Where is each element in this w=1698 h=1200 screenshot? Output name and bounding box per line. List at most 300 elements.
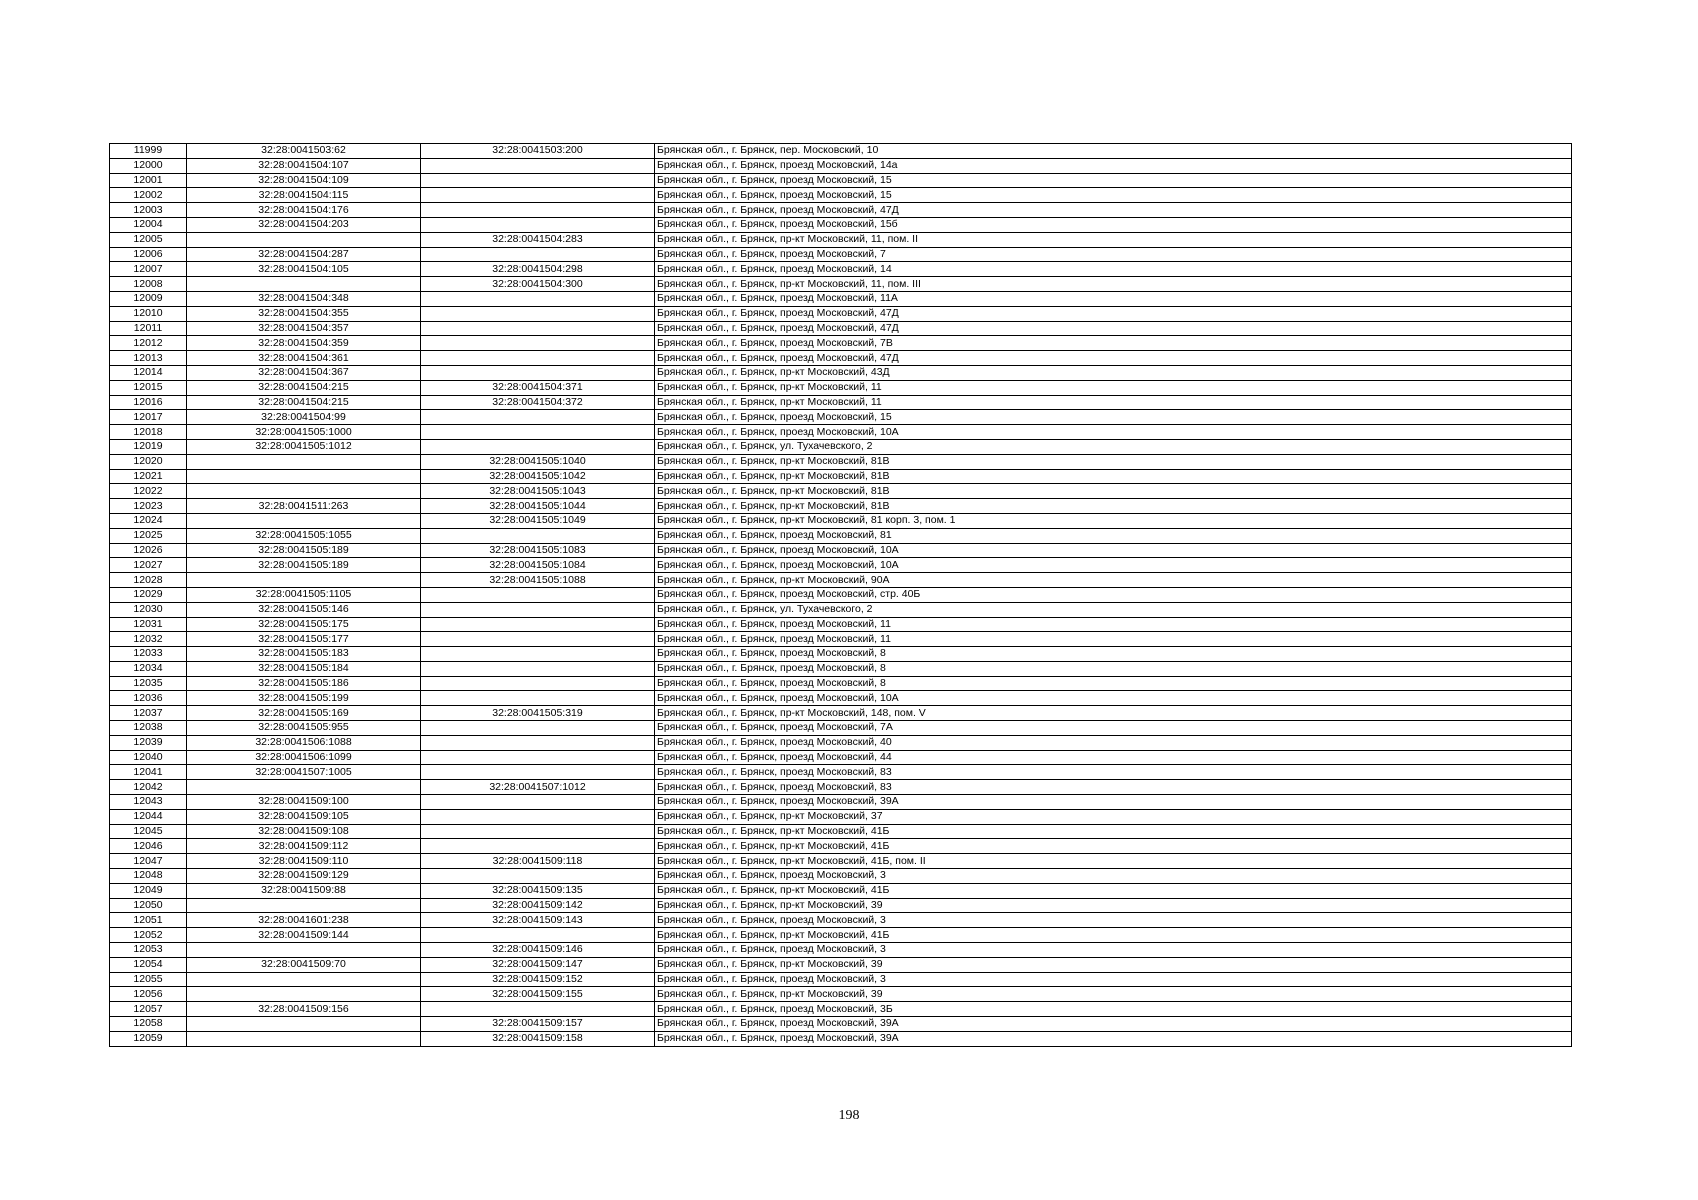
address-cell: Брянская обл., г. Брянск, пр-кт Московский, 39 <box>655 957 1572 972</box>
address-cell: Брянская обл., г. Брянск, проезд Московский, 47Д <box>655 321 1572 336</box>
cadastral-number-parcel-cell <box>187 1031 421 1046</box>
row-number-cell: 12043 <box>110 795 187 810</box>
address-cell: Брянская обл., г. Брянск, проезд Московский, 10А <box>655 425 1572 440</box>
table-row <box>110 972 1572 987</box>
page-number: 198 <box>838 1108 860 1123</box>
cadastral-number-parcel-cell: 32:28:0041505:1000 <box>187 425 421 440</box>
cadastral-number-object-cell: 32:28:0041509:143 <box>421 913 655 928</box>
row-number-cell: 12007 <box>110 262 187 277</box>
cadastral-number-object-cell: 32:28:0041505:319 <box>421 706 655 721</box>
cadastral-number-parcel-cell: 32:28:0041509:105 <box>187 809 421 824</box>
address-cell: Брянская обл., г. Брянск, проезд Московский, 3 <box>655 972 1572 987</box>
cadastral-number-parcel-cell: 32:28:0041509:70 <box>187 957 421 972</box>
address-cell: Брянская обл., г. Брянск, пр-кт Московский, 81В <box>655 454 1572 469</box>
cadastral-number-parcel-cell: 32:28:0041504:203 <box>187 217 421 232</box>
cadastral-number-object-cell: 32:28:0041509:147 <box>421 957 655 972</box>
cadastral-number-object-cell <box>421 928 655 943</box>
address-cell: Брянская обл., г. Брянск, проезд Московский, 47Д <box>655 203 1572 218</box>
table-row <box>110 854 1572 869</box>
table-row <box>110 676 1572 691</box>
cadastral-number-object-cell <box>421 765 655 780</box>
cadastral-number-object-cell: 32:28:0041504:371 <box>421 380 655 395</box>
table-row <box>110 957 1572 972</box>
cadastral-number-parcel-cell: 32:28:0041504:215 <box>187 380 421 395</box>
row-number-cell: 12033 <box>110 647 187 662</box>
cadastral-number-parcel-cell: 32:28:0041504:357 <box>187 321 421 336</box>
cadastral-number-object-cell <box>421 676 655 691</box>
cadastral-number-object-cell: 32:28:0041505:1083 <box>421 543 655 558</box>
row-number-cell: 12019 <box>110 439 187 454</box>
table-row <box>110 691 1572 706</box>
cadastral-number-object-cell <box>421 158 655 173</box>
table-row <box>110 439 1572 454</box>
row-number-cell: 12059 <box>110 1031 187 1046</box>
cadastral-number-object-cell <box>421 247 655 262</box>
row-number-cell: 11999 <box>110 144 187 159</box>
address-cell: Брянская обл., г. Брянск, пр-кт Московский, 81В <box>655 469 1572 484</box>
address-cell: Брянская обл., г. Брянск, проезд Московский, 83 <box>655 765 1572 780</box>
cadastral-number-object-cell: 32:28:0041504:300 <box>421 277 655 292</box>
cadastral-number-object-cell <box>421 735 655 750</box>
table-row <box>110 380 1572 395</box>
address-cell: Брянская обл., г. Брянск, проезд Московский, 10А <box>655 558 1572 573</box>
cadastral-number-object-cell: 32:28:0041509:118 <box>421 854 655 869</box>
address-cell: Брянская обл., г. Брянск, пр-кт Московский, 37 <box>655 809 1572 824</box>
address-cell: Брянская обл., г. Брянск, проезд Московский, 3 <box>655 913 1572 928</box>
table-row <box>110 277 1572 292</box>
address-cell: Брянская обл., г. Брянск, проезд Московский, 39А <box>655 1031 1572 1046</box>
cadastral-number-parcel-cell <box>187 898 421 913</box>
address-cell: Брянская обл., г. Брянск, пр-кт Московский, 41Б, пом. II <box>655 854 1572 869</box>
address-cell: Брянская обл., г. Брянск, проезд Московский, 47Д <box>655 351 1572 366</box>
row-number-cell: 12013 <box>110 351 187 366</box>
cadastral-number-parcel-cell: 32:28:0041504:348 <box>187 291 421 306</box>
cadastral-number-object-cell: 32:28:0041509:135 <box>421 883 655 898</box>
row-number-cell: 12041 <box>110 765 187 780</box>
cadastral-number-object-cell: 32:28:0041503:200 <box>421 144 655 159</box>
cadastral-number-parcel-cell: 32:28:0041511:263 <box>187 499 421 514</box>
cadastral-number-parcel-cell: 32:28:0041504:367 <box>187 365 421 380</box>
cadastral-number-object-cell <box>421 647 655 662</box>
address-cell: Брянская обл., г. Брянск, проезд Московский, 15 <box>655 410 1572 425</box>
address-cell: Брянская обл., г. Брянск, проезд Московский, 7А <box>655 721 1572 736</box>
table-row <box>110 499 1572 514</box>
address-cell: Брянская обл., г. Брянск, проезд Московский, 8 <box>655 676 1572 691</box>
cadastral-number-parcel-cell <box>187 277 421 292</box>
address-cell: Брянская обл., г. Брянск, пр-кт Московский, 81 корп. 3, пом. 1 <box>655 513 1572 528</box>
table-row <box>110 217 1572 232</box>
table-row <box>110 928 1572 943</box>
table-row <box>110 913 1572 928</box>
row-number-cell: 12054 <box>110 957 187 972</box>
address-cell: Брянская обл., г. Брянск, пр-кт Московский, 41Б <box>655 928 1572 943</box>
address-cell: Брянская обл., г. Брянск, пр-кт Московский, 39 <box>655 898 1572 913</box>
row-number-cell: 12057 <box>110 1002 187 1017</box>
address-cell: Брянская обл., г. Брянск, пр-кт Московский, 41Б <box>655 824 1572 839</box>
address-cell: Брянская обл., г. Брянск, пр-кт Московский, 41Б <box>655 839 1572 854</box>
address-cell: Брянская обл., г. Брянск, ул. Тухачевского, 2 <box>655 439 1572 454</box>
cadastral-number-parcel-cell: 32:28:0041509:100 <box>187 795 421 810</box>
cadastral-number-parcel-cell <box>187 573 421 588</box>
table-row <box>110 661 1572 676</box>
cadastral-number-object-cell <box>421 691 655 706</box>
row-number-cell: 12022 <box>110 484 187 499</box>
cadastral-number-object-cell <box>421 217 655 232</box>
cadastral-number-object-cell: 32:28:0041505:1088 <box>421 573 655 588</box>
row-number-cell: 12008 <box>110 277 187 292</box>
cadastral-number-object-cell <box>421 528 655 543</box>
row-number-cell: 12048 <box>110 869 187 884</box>
registry-table <box>109 143 1572 1047</box>
row-number-cell: 12029 <box>110 587 187 602</box>
table-row <box>110 484 1572 499</box>
row-number-cell: 12036 <box>110 691 187 706</box>
table-row <box>110 262 1572 277</box>
row-number-cell: 12011 <box>110 321 187 336</box>
address-cell: Брянская обл., г. Брянск, проезд Московский, 10А <box>655 691 1572 706</box>
table-row <box>110 795 1572 810</box>
cadastral-number-object-cell: 32:28:0041505:1042 <box>421 469 655 484</box>
table-row <box>110 247 1572 262</box>
cadastral-number-parcel-cell: 32:28:0041504:107 <box>187 158 421 173</box>
table-row <box>110 469 1572 484</box>
address-cell: Брянская обл., г. Брянск, проезд Московский, 40 <box>655 735 1572 750</box>
cadastral-number-object-cell <box>421 809 655 824</box>
table-row <box>110 869 1572 884</box>
row-number-cell: 12044 <box>110 809 187 824</box>
table-row <box>110 587 1572 602</box>
address-cell: Брянская обл., г. Брянск, пр-кт Московский, 11 <box>655 380 1572 395</box>
cadastral-number-object-cell: 32:28:0041505:1084 <box>421 558 655 573</box>
cadastral-number-parcel-cell: 32:28:0041509:110 <box>187 854 421 869</box>
table-row <box>110 647 1572 662</box>
table-row <box>110 898 1572 913</box>
cadastral-number-parcel-cell <box>187 972 421 987</box>
cadastral-number-object-cell: 32:28:0041505:1049 <box>421 513 655 528</box>
cadastral-number-object-cell <box>421 173 655 188</box>
cadastral-number-object-cell <box>421 425 655 440</box>
address-cell: Брянская обл., г. Брянск, проезд Московский, 11А <box>655 291 1572 306</box>
cadastral-number-parcel-cell: 32:28:0041505:199 <box>187 691 421 706</box>
cadastral-number-object-cell <box>421 203 655 218</box>
row-number-cell: 12053 <box>110 943 187 958</box>
address-cell: Брянская обл., г. Брянск, пр-кт Московский, 11, пом. III <box>655 277 1572 292</box>
address-cell: Брянская обл., г. Брянск, проезд Московский, 47Д <box>655 306 1572 321</box>
row-number-cell: 12046 <box>110 839 187 854</box>
table-row <box>110 291 1572 306</box>
cadastral-number-parcel-cell: 32:28:0041504:287 <box>187 247 421 262</box>
cadastral-number-object-cell: 32:28:0041509:158 <box>421 1031 655 1046</box>
cadastral-number-object-cell: 32:28:0041505:1043 <box>421 484 655 499</box>
cadastral-number-parcel-cell: 32:28:0041504:176 <box>187 203 421 218</box>
row-number-cell: 12028 <box>110 573 187 588</box>
address-cell: Брянская обл., г. Брянск, пер. Московский, 10 <box>655 144 1572 159</box>
row-number-cell: 12045 <box>110 824 187 839</box>
cadastral-number-parcel-cell: 32:28:0041601:238 <box>187 913 421 928</box>
table-row <box>110 1002 1572 1017</box>
cadastral-number-parcel-cell <box>187 454 421 469</box>
row-number-cell: 12031 <box>110 617 187 632</box>
address-cell: Брянская обл., г. Брянск, проезд Московский, 83 <box>655 780 1572 795</box>
cadastral-number-parcel-cell: 32:28:0041505:169 <box>187 706 421 721</box>
table-row <box>110 395 1572 410</box>
address-cell: Брянская обл., г. Брянск, проезд Московский, 11 <box>655 632 1572 647</box>
cadastral-number-object-cell: 32:28:0041504:372 <box>421 395 655 410</box>
cadastral-number-parcel-cell: 32:28:0041507:1005 <box>187 765 421 780</box>
row-number-cell: 12034 <box>110 661 187 676</box>
address-cell: Брянская обл., г. Брянск, проезд Московский, стр. 40Б <box>655 587 1572 602</box>
row-number-cell: 12049 <box>110 883 187 898</box>
table-row <box>110 573 1572 588</box>
cadastral-number-object-cell <box>421 587 655 602</box>
table-row <box>110 1031 1572 1046</box>
address-cell: Брянская обл., г. Брянск, пр-кт Московский, 11, пом. II <box>655 232 1572 247</box>
address-cell: Брянская обл., г. Брянск, пр-кт Московский, 148, пом. V <box>655 706 1572 721</box>
row-number-cell: 12003 <box>110 203 187 218</box>
cadastral-number-object-cell: 32:28:0041509:155 <box>421 987 655 1002</box>
address-cell: Брянская обл., г. Брянск, проезд Московский, 14а <box>655 158 1572 173</box>
cadastral-number-object-cell <box>421 839 655 854</box>
table-row <box>110 706 1572 721</box>
cadastral-number-parcel-cell: 32:28:0041505:1012 <box>187 439 421 454</box>
cadastral-number-parcel-cell: 32:28:0041504:355 <box>187 306 421 321</box>
cadastral-number-object-cell: 32:28:0041505:1040 <box>421 454 655 469</box>
address-cell: Брянская обл., г. Брянск, пр-кт Московский, 11 <box>655 395 1572 410</box>
table-row <box>110 232 1572 247</box>
address-cell: Брянская обл., г. Брянск, проезд Московский, 15 <box>655 188 1572 203</box>
table-row <box>110 306 1572 321</box>
table-row <box>110 809 1572 824</box>
cadastral-number-parcel-cell: 32:28:0041505:183 <box>187 647 421 662</box>
cadastral-number-parcel-cell: 32:28:0041505:184 <box>187 661 421 676</box>
cadastral-number-object-cell <box>421 721 655 736</box>
address-cell: Брянская обл., г. Брянск, проезд Московский, 44 <box>655 750 1572 765</box>
cadastral-number-parcel-cell: 32:28:0041505:1105 <box>187 587 421 602</box>
table-row <box>110 454 1572 469</box>
cadastral-number-parcel-cell <box>187 780 421 795</box>
row-number-cell: 12001 <box>110 173 187 188</box>
cadastral-number-parcel-cell: 32:28:0041509:129 <box>187 869 421 884</box>
address-cell: Брянская обл., г. Брянск, пр-кт Московский, 81В <box>655 484 1572 499</box>
row-number-cell: 12051 <box>110 913 187 928</box>
cadastral-number-parcel-cell: 32:28:0041509:156 <box>187 1002 421 1017</box>
table-row <box>110 144 1572 159</box>
cadastral-number-parcel-cell: 32:28:0041505:146 <box>187 602 421 617</box>
table-row <box>110 632 1572 647</box>
cadastral-number-parcel-cell: 32:28:0041509:88 <box>187 883 421 898</box>
address-cell: Брянская обл., г. Брянск, проезд Московский, 10А <box>655 543 1572 558</box>
row-number-cell: 12042 <box>110 780 187 795</box>
cadastral-number-object-cell <box>421 750 655 765</box>
row-number-cell: 12025 <box>110 528 187 543</box>
table-row <box>110 336 1572 351</box>
address-cell: Брянская обл., г. Брянск, пр-кт Московский, 90А <box>655 573 1572 588</box>
cadastral-number-parcel-cell <box>187 1017 421 1032</box>
cadastral-number-object-cell <box>421 306 655 321</box>
cadastral-number-parcel-cell: 32:28:0041504:115 <box>187 188 421 203</box>
row-number-cell: 12055 <box>110 972 187 987</box>
row-number-cell: 12004 <box>110 217 187 232</box>
cadastral-number-object-cell <box>421 188 655 203</box>
table-row <box>110 365 1572 380</box>
row-number-cell: 12000 <box>110 158 187 173</box>
cadastral-number-object-cell <box>421 824 655 839</box>
address-cell: Брянская обл., г. Брянск, проезд Московский, 39А <box>655 1017 1572 1032</box>
cadastral-number-parcel-cell: 32:28:0041504:361 <box>187 351 421 366</box>
cadastral-number-object-cell <box>421 365 655 380</box>
address-cell: Брянская обл., г. Брянск, ул. Тухачевского, 2 <box>655 602 1572 617</box>
cadastral-number-object-cell: 32:28:0041505:1044 <box>421 499 655 514</box>
address-cell: Брянская обл., г. Брянск, проезд Московский, 8 <box>655 647 1572 662</box>
table-row <box>110 765 1572 780</box>
row-number-cell: 12017 <box>110 410 187 425</box>
row-number-cell: 12005 <box>110 232 187 247</box>
table-row <box>110 528 1572 543</box>
table-row <box>110 188 1572 203</box>
address-cell: Брянская обл., г. Брянск, проезд Московский, 11 <box>655 617 1572 632</box>
cadastral-number-parcel-cell: 32:28:0041509:112 <box>187 839 421 854</box>
row-number-cell: 12027 <box>110 558 187 573</box>
row-number-cell: 12047 <box>110 854 187 869</box>
cadastral-number-object-cell <box>421 321 655 336</box>
table-row <box>110 410 1572 425</box>
table-row <box>110 943 1572 958</box>
cadastral-number-object-cell <box>421 795 655 810</box>
cadastral-number-parcel-cell: 32:28:0041505:177 <box>187 632 421 647</box>
cadastral-number-object-cell: 32:28:0041509:142 <box>421 898 655 913</box>
row-number-cell: 12010 <box>110 306 187 321</box>
table-row <box>110 158 1572 173</box>
address-cell: Брянская обл., г. Брянск, пр-кт Московский, 39 <box>655 987 1572 1002</box>
row-number-cell: 12006 <box>110 247 187 262</box>
address-cell: Брянская обл., г. Брянск, проезд Московский, 3 <box>655 943 1572 958</box>
row-number-cell: 12024 <box>110 513 187 528</box>
row-number-cell: 12032 <box>110 632 187 647</box>
row-number-cell: 12058 <box>110 1017 187 1032</box>
table-row <box>110 780 1572 795</box>
address-cell: Брянская обл., г. Брянск, пр-кт Московский, 43Д <box>655 365 1572 380</box>
cadastral-number-object-cell: 32:28:0041509:152 <box>421 972 655 987</box>
table-row <box>110 735 1572 750</box>
cadastral-number-object-cell <box>421 661 655 676</box>
row-number-cell: 12026 <box>110 543 187 558</box>
cadastral-number-object-cell <box>421 291 655 306</box>
address-cell: Брянская обл., г. Брянск, проезд Московский, 8 <box>655 661 1572 676</box>
row-number-cell: 12009 <box>110 291 187 306</box>
cadastral-number-parcel-cell: 32:28:0041509:144 <box>187 928 421 943</box>
cadastral-number-parcel-cell: 32:28:0041504:109 <box>187 173 421 188</box>
address-cell: Брянская обл., г. Брянск, пр-кт Московский, 81В <box>655 499 1572 514</box>
row-number-cell: 12030 <box>110 602 187 617</box>
cadastral-number-parcel-cell <box>187 943 421 958</box>
row-number-cell: 12021 <box>110 469 187 484</box>
cadastral-number-object-cell <box>421 632 655 647</box>
cadastral-number-parcel-cell: 32:28:0041505:189 <box>187 543 421 558</box>
address-cell: Брянская обл., г. Брянск, проезд Московский, 3 <box>655 869 1572 884</box>
cadastral-number-object-cell: 32:28:0041509:157 <box>421 1017 655 1032</box>
cadastral-number-object-cell: 32:28:0041509:146 <box>421 943 655 958</box>
table-row <box>110 321 1572 336</box>
row-number-cell: 12016 <box>110 395 187 410</box>
table-row <box>110 425 1572 440</box>
cadastral-number-object-cell: 32:28:0041507:1012 <box>421 780 655 795</box>
cadastral-number-parcel-cell: 32:28:0041505:186 <box>187 676 421 691</box>
row-number-cell: 12056 <box>110 987 187 1002</box>
table-row <box>110 617 1572 632</box>
row-number-cell: 12012 <box>110 336 187 351</box>
cadastral-number-object-cell <box>421 351 655 366</box>
cadastral-number-object-cell: 32:28:0041504:283 <box>421 232 655 247</box>
cadastral-number-parcel-cell: 32:28:0041504:215 <box>187 395 421 410</box>
address-cell: Брянская обл., г. Брянск, проезд Московский, 14 <box>655 262 1572 277</box>
row-number-cell: 12035 <box>110 676 187 691</box>
cadastral-number-parcel-cell: 32:28:0041504:105 <box>187 262 421 277</box>
cadastral-number-parcel-cell: 32:28:0041506:1088 <box>187 735 421 750</box>
table-row <box>110 203 1572 218</box>
table-row <box>110 173 1572 188</box>
table-row <box>110 543 1572 558</box>
row-number-cell: 12014 <box>110 365 187 380</box>
address-cell: Брянская обл., г. Брянск, проезд Московский, 7В <box>655 336 1572 351</box>
cadastral-number-parcel-cell: 32:28:0041506:1099 <box>187 750 421 765</box>
table-row <box>110 987 1572 1002</box>
cadastral-number-parcel-cell: 32:28:0041503:62 <box>187 144 421 159</box>
address-cell: Брянская обл., г. Брянск, проезд Московский, 39А <box>655 795 1572 810</box>
address-cell: Брянская обл., г. Брянск, проезд Московский, 3Б <box>655 1002 1572 1017</box>
row-number-cell: 12052 <box>110 928 187 943</box>
row-number-cell: 12037 <box>110 706 187 721</box>
registry-table-body <box>110 144 1572 1047</box>
row-number-cell: 12038 <box>110 721 187 736</box>
address-cell: Брянская обл., г. Брянск, проезд Московский, 81 <box>655 528 1572 543</box>
cadastral-number-parcel-cell: 32:28:0041505:955 <box>187 721 421 736</box>
row-number-cell: 12040 <box>110 750 187 765</box>
cadastral-number-object-cell <box>421 336 655 351</box>
row-number-cell: 12018 <box>110 425 187 440</box>
cadastral-number-parcel-cell: 32:28:0041505:1055 <box>187 528 421 543</box>
address-cell: Брянская обл., г. Брянск, проезд Московский, 7 <box>655 247 1572 262</box>
cadastral-number-parcel-cell <box>187 484 421 499</box>
cadastral-number-parcel-cell <box>187 232 421 247</box>
cadastral-number-object-cell <box>421 602 655 617</box>
cadastral-number-parcel-cell: 32:28:0041509:108 <box>187 824 421 839</box>
cadastral-number-parcel-cell: 32:28:0041505:189 <box>187 558 421 573</box>
cadastral-number-object-cell <box>421 617 655 632</box>
address-cell: Брянская обл., г. Брянск, проезд Московский, 15б <box>655 217 1572 232</box>
cadastral-number-parcel-cell: 32:28:0041505:175 <box>187 617 421 632</box>
cadastral-number-object-cell <box>421 1002 655 1017</box>
cadastral-number-parcel-cell <box>187 469 421 484</box>
table-row <box>110 558 1572 573</box>
row-number-cell: 12015 <box>110 380 187 395</box>
table-row <box>110 824 1572 839</box>
address-cell: Брянская обл., г. Брянск, проезд Московский, 15 <box>655 173 1572 188</box>
row-number-cell: 12039 <box>110 735 187 750</box>
table-row <box>110 750 1572 765</box>
table-row <box>110 721 1572 736</box>
table-row <box>110 602 1572 617</box>
table-row <box>110 839 1572 854</box>
row-number-cell: 12050 <box>110 898 187 913</box>
table-row <box>110 351 1572 366</box>
cadastral-number-object-cell <box>421 439 655 454</box>
row-number-cell: 12002 <box>110 188 187 203</box>
cadastral-number-object-cell <box>421 869 655 884</box>
row-number-cell: 12020 <box>110 454 187 469</box>
table-row <box>110 883 1572 898</box>
cadastral-number-parcel-cell: 32:28:0041504:359 <box>187 336 421 351</box>
cadastral-number-object-cell: 32:28:0041504:298 <box>421 262 655 277</box>
